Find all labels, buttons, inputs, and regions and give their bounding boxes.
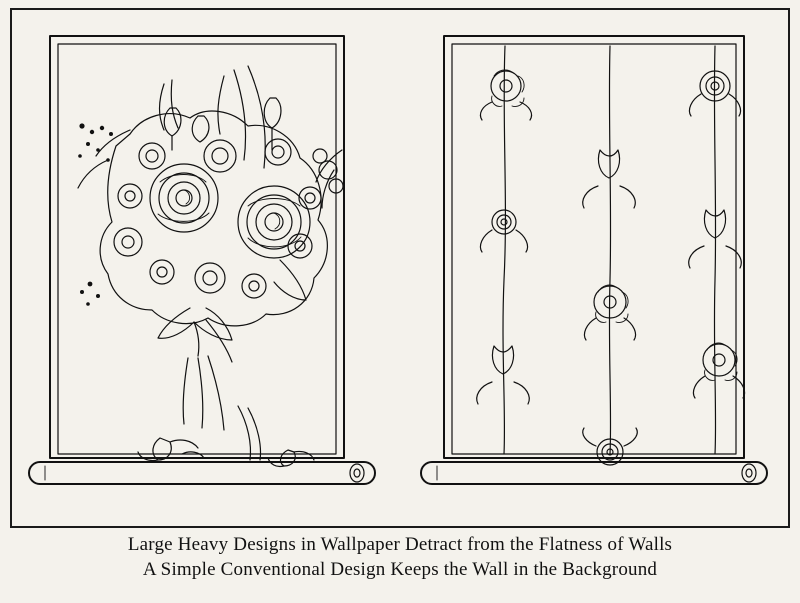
left-panel-wallpaper	[29, 36, 375, 484]
rose-large-left	[150, 164, 218, 232]
ribbon	[158, 260, 306, 362]
flower-stripe-right-3	[693, 343, 744, 398]
dot-accents	[78, 123, 113, 305]
hanging-stems	[183, 356, 224, 430]
right-panel-wallpaper	[421, 36, 767, 484]
illustration-plate	[10, 8, 790, 528]
blossom-cluster	[114, 139, 343, 298]
wallpaper-panels	[12, 10, 792, 530]
flower-stripe-left-1	[480, 70, 531, 120]
plate-artwork	[12, 10, 792, 530]
bouquet-motif	[78, 66, 342, 208]
stripe-left	[477, 46, 532, 454]
caption-line-2: A Simple Conventional Design Keeps the Wall in the Background	[142, 559, 658, 580]
stripe-center	[583, 46, 638, 465]
flower-stripe-left-2	[480, 210, 527, 252]
flower-stripe-center-1	[583, 150, 635, 208]
caption-block	[0, 532, 800, 582]
caption-line-1: Large Heavy Designs in Wallpaper Detract from the Flatness of Walls	[127, 534, 673, 555]
